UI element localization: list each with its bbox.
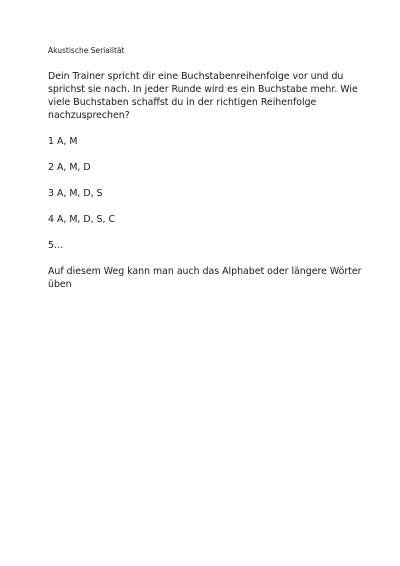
- step-list: [48, 135, 368, 252]
- step-item: 3 A, M, D, S: [48, 188, 103, 199]
- intro-paragraph: Dein Trainer spricht dir eine Buchstabenreihenfolge vor und du sprichst sie nach. In jeder Runde wird es ein Buchstabe mehr. Wie viele Buchstaben schaffst du in der richtigen Reihenfolge nachzusprechen?: [48, 71, 358, 121]
- step-item: 5…: [48, 240, 64, 251]
- outro-paragraph: Auf diesem Weg kann man auch das Alphabet oder längere Wörter üben: [48, 266, 362, 290]
- step-item: 4 A, M, D, S, C: [48, 214, 116, 225]
- document-title: Akustische Serialität: [48, 46, 125, 55]
- step-item: 1 A, M: [48, 136, 78, 147]
- document-page: [48, 46, 368, 291]
- step-item: 2 A, M, D: [48, 162, 91, 173]
